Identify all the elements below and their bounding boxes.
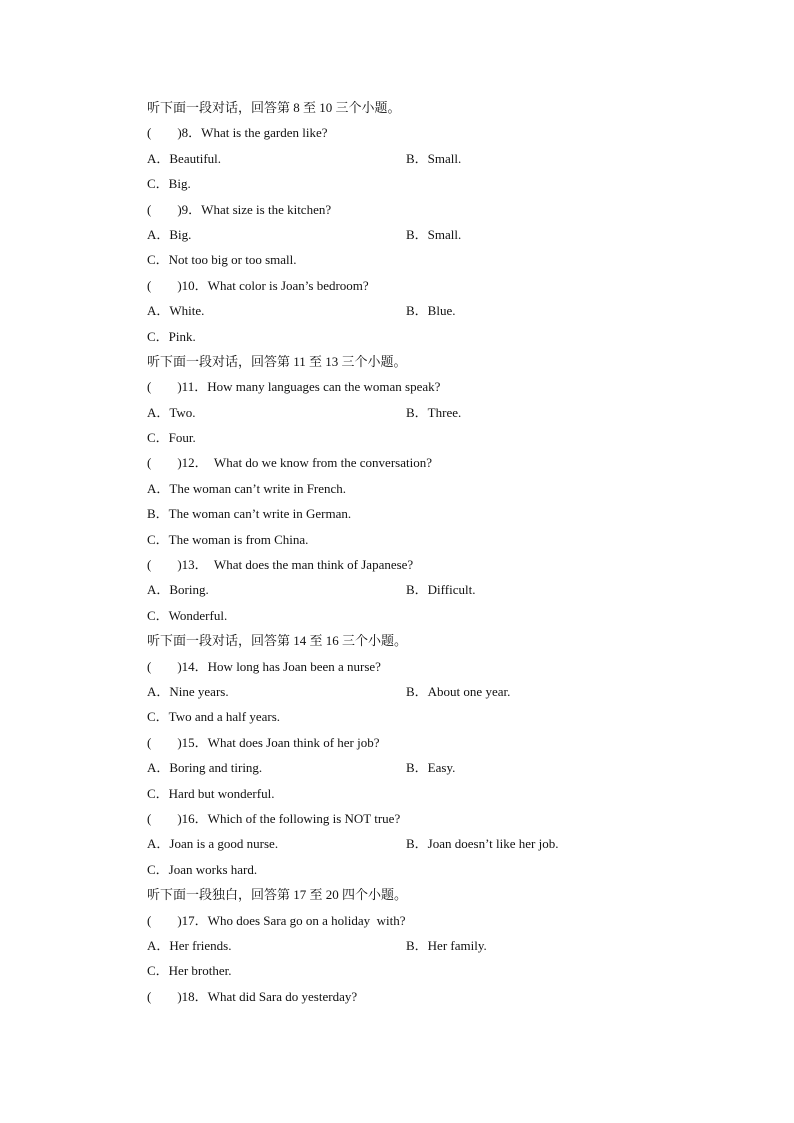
question-text: 8．What is the garden like? — [181, 125, 328, 141]
answer-option: C．Joan works hard. — [147, 861, 258, 877]
answer-option: A．Two. — [147, 404, 196, 420]
answer-blank[interactable]: ( ) — [147, 810, 182, 826]
option-row — [147, 933, 707, 958]
answer-option: A．Beautiful. — [147, 150, 222, 166]
answer-blank[interactable]: ( ) — [147, 658, 182, 674]
option-row — [147, 501, 707, 526]
question-text: 11．How many languages can the woman speak? — [181, 379, 441, 395]
answer-option: A．Nine years. — [147, 683, 229, 699]
section-heading: 听下面一段独白，回答第 17 至 20 四个小题。 — [147, 887, 408, 903]
section-heading: 听下面一段对话，回答第 14 至 16 三个小题。 — [147, 633, 408, 649]
question-text: 18．What did Sara do yesterday? — [181, 988, 358, 1004]
option-row — [147, 577, 707, 602]
answer-blank[interactable]: ( ) — [147, 125, 182, 141]
answer-option: C．Her brother. — [147, 963, 232, 979]
question-line — [147, 552, 707, 577]
option-row — [147, 476, 707, 501]
answer-option: C．Four. — [147, 430, 196, 446]
question-line — [147, 806, 707, 831]
answer-option: B．Small. — [406, 226, 462, 242]
answer-option: B．Three. — [406, 404, 462, 420]
answer-option: A．Joan is a good nurse. — [147, 836, 279, 852]
option-row — [147, 247, 707, 272]
option-row — [147, 755, 707, 780]
answer-option: B．Easy. — [406, 760, 456, 776]
answer-option: B．The woman can’t write in German. — [147, 506, 352, 522]
option-row — [147, 781, 707, 806]
exam-content — [147, 95, 707, 1009]
question-line — [147, 273, 707, 298]
answer-blank[interactable]: ( ) — [147, 277, 182, 293]
option-row — [147, 527, 707, 552]
option-row — [147, 171, 707, 196]
answer-option: B．Blue. — [406, 303, 456, 319]
question-line — [147, 197, 707, 222]
option-row — [147, 603, 707, 628]
answer-blank[interactable]: ( ) — [147, 988, 182, 1004]
answer-option: C．Pink. — [147, 328, 196, 344]
option-row — [147, 857, 707, 882]
question-text: 9．What size is the kitchen? — [181, 201, 332, 217]
question-text: 17．Who does Sara go on a holiday with? — [181, 912, 406, 928]
answer-blank[interactable]: ( ) — [147, 734, 182, 750]
question-line — [147, 730, 707, 755]
answer-option: B．Joan doesn’t like her job. — [406, 836, 559, 852]
answer-option: C．Big. — [147, 176, 191, 192]
question-text: 12． What do we know from the conversation? — [181, 455, 432, 471]
question-text: 15．What does Joan think of her job? — [181, 734, 380, 750]
question-line — [147, 450, 707, 475]
answer-option: B．Small. — [406, 150, 462, 166]
answer-blank[interactable]: ( ) — [147, 557, 182, 573]
answer-option: C．Hard but wonderful. — [147, 785, 275, 801]
answer-option: C．Two and a half years. — [147, 709, 281, 725]
answer-option: A．Boring and tiring. — [147, 760, 263, 776]
question-text: 13． What does the man think of Japanese? — [181, 557, 414, 573]
answer-option: C．Not too big or too small. — [147, 252, 297, 268]
answer-option: C．The woman is from China. — [147, 531, 309, 547]
section-heading: 听下面一段对话，回答第 11 至 13 三个小题。 — [147, 353, 407, 369]
option-row — [147, 831, 707, 856]
question-text: 16．Which of the following is NOT true? — [181, 810, 401, 826]
option-row — [147, 298, 707, 323]
option-row — [147, 958, 707, 983]
answer-blank[interactable]: ( ) — [147, 455, 182, 471]
option-row — [147, 324, 707, 349]
answer-option: A．White. — [147, 303, 205, 319]
section-heading: 听下面一段对话，回答第 8 至 10 三个小题。 — [147, 100, 401, 115]
question-line — [147, 984, 707, 1009]
question-line — [147, 374, 707, 399]
question-text: 14．How long has Joan been a nurse? — [181, 658, 381, 674]
answer-option: B．Difficult. — [406, 582, 476, 598]
answer-option: B．About one year. — [406, 683, 511, 699]
option-row — [147, 146, 707, 171]
answer-option: A．Her friends. — [147, 937, 232, 953]
option-row — [147, 679, 707, 704]
question-line — [147, 908, 707, 933]
answer-option: A．Boring. — [147, 582, 209, 598]
answer-blank[interactable]: ( ) — [147, 379, 182, 395]
option-row — [147, 222, 707, 247]
question-line — [147, 654, 707, 679]
option-row — [147, 425, 707, 450]
answer-option: A．The woman can’t write in French. — [147, 480, 347, 496]
answer-option: A．Big. — [147, 226, 192, 242]
answer-blank[interactable]: ( ) — [147, 201, 182, 217]
answer-blank[interactable]: ( ) — [147, 912, 182, 928]
question-line — [147, 120, 707, 145]
option-row — [147, 704, 707, 729]
answer-option: C．Wonderful. — [147, 607, 228, 623]
answer-option: B．Her family. — [406, 937, 487, 953]
question-text: 10．What color is Joan’s bedroom? — [181, 277, 369, 293]
option-row — [147, 400, 707, 425]
